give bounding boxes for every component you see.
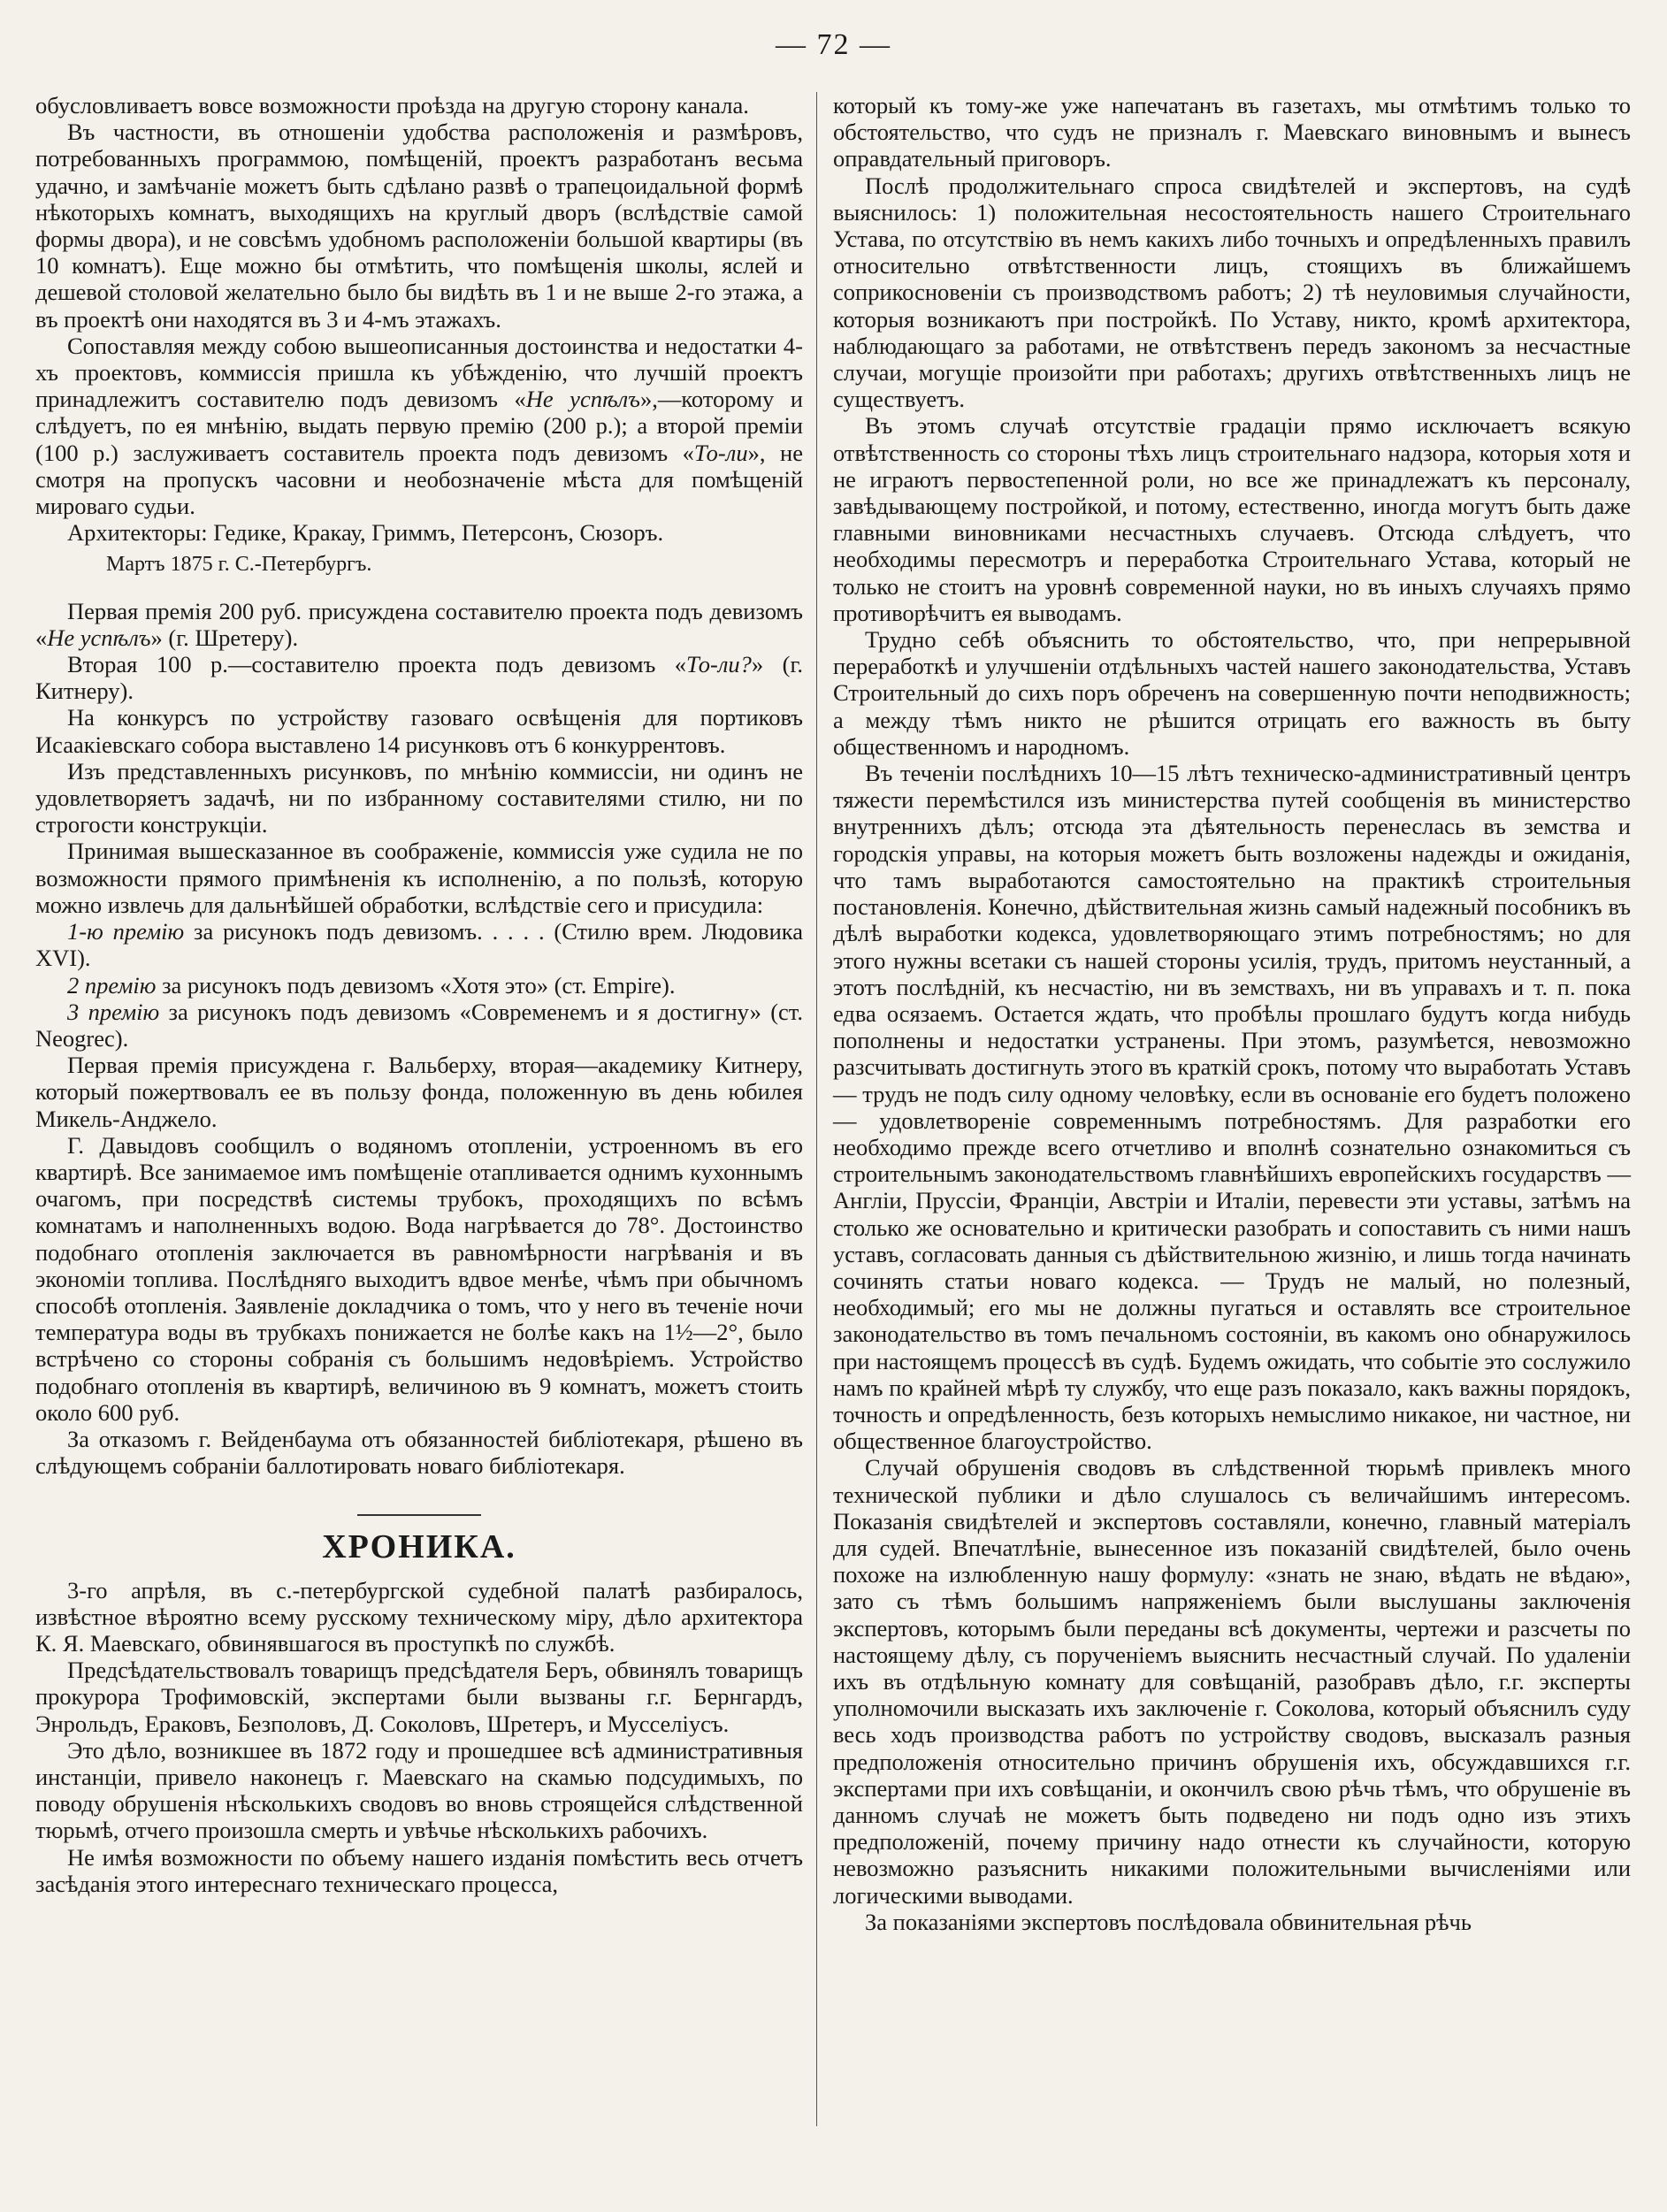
text-run: » (г. Китнеру). [35, 651, 803, 705]
paragraph: Это дѣло, возникшее въ 1872 году и прошедшее всѣ административныя инстанціи, привело наконецъ г. Маевскаго на скамью подсудимыхъ, по поводу обрушенія нѣсколькихъ сводовъ во вновь строящейся слѣдственной тюрьмѣ, отчего произошла смерть и увѣчье нѣсколькихъ рабочихъ. [35, 1736, 803, 1844]
column-rule [816, 92, 817, 2126]
motto: То-ли? [686, 651, 752, 678]
paragraph: Первая премія присуждена г. Вальберху, вторая—академику Китнеру, который пожертвовалъ ее въ пользу фонда, положенную въ день юбилея Микель-Анджело. [35, 1052, 803, 1132]
text-run: Первая премія 200 руб. присуждена составителю проекта подъ девизомъ « [35, 597, 803, 651]
text-run: за рисунокъ подъ девизомъ «Современемъ и я достигну» (ст. Neogrec). [35, 998, 803, 1052]
paragraph [35, 333, 803, 519]
signature: Мартъ 1875 г. С.-Петербургъ. [106, 553, 372, 577]
paragraph [35, 598, 803, 651]
paragraph: 3-го апрѣля, въ с.-петербургской судебной палатѣ разбиралось, извѣстное вѣроятно всему русскому техническому міру, дѣло архитектора К. Я. Маевскаго, обвинявшагося въ проступкѣ по службѣ. [35, 1576, 803, 1657]
paragraph: Принимая вышесказанное въ соображеніе, коммиссія уже судила не по возможности прямого примѣненія къ исполненію, а по пользѣ, которую можно извлечь для дальнѣйшей обработки, вслѣдствіе сего и присудила: [35, 838, 803, 918]
text-run: за рисунокъ подъ девизомъ «Хотя это» (ст. Empire). [156, 971, 676, 999]
paragraph: Послѣ продолжительнаго спроса свидѣтелей и экспертовъ, на судѣ выяснилось: 1) положительная несостоятельность нашего Строительнаго Устава, по отсутствію въ немъ какихъ либо точныхъ и опредѣленныхъ правилъ относительно отвѣтственности лицъ, стоящихъ въ ближайшемъ соприкосновеніи съ производствомъ работъ; 2) тѣ неуловимыя случайности, которыя возникаютъ при постройкѣ. По Уставу, никто, кромѣ архитектора, наблюдающаго за работами, не отвѣтственъ передъ закономъ за несчастные случаи, могущіе произойти при работахъ; другихъ отвѣтственныхъ лицъ не существуетъ. [833, 172, 1631, 413]
paragraph: Трудно себѣ объяснить то обстоятельство, что, при непрерывной переработкѣ и улучшеніи отдѣльныхъ частей нашего законодательства, Уставъ Строительный до сихъ поръ обреченъ на совершенную почти неподвижность; а между тѣмъ никто не рѣшится отрицать его важность въ быту общественномъ и народномъ. [833, 626, 1631, 760]
paragraph [35, 999, 803, 1052]
text-run: »,—которому и слѣдуетъ, по ея мнѣнію, выдать первую премію (200 р.); а второй преміи (100 р.) заслуживаетъ составитель проекта подъ девизомъ « [35, 386, 803, 466]
motto: Не успѣлъ [525, 386, 640, 413]
section-title: ХРОНИКА. [322, 1528, 516, 1566]
left-column [35, 92, 803, 1897]
paragraph: На конкурсъ по устройству газоваго освѣщенія для портиковъ Исаакіевскаго собора выставлено 14 рисунковъ отъ 6 конкуррентовъ. [35, 704, 803, 758]
paragraph: который къ тому-же уже напечатанъ въ газетахъ, мы отмѣтимъ только то обстоятельство, что судъ не призналъ г. Маевскаго виновнымъ и вынесъ оправдательный приговоръ. [833, 92, 1631, 172]
text-run: Сопоставляя между собою вышеописанныя достоинства и недостатки 4-хъ проектовъ, коммиссія пришла къ убѣжденію, что лучшій проектъ принадлежитъ составителю подъ девизомъ « [35, 332, 803, 413]
paragraph: Въ теченіи послѣднихъ 10—15 лѣтъ техническо-административный центръ тяжести перемѣстился изъ министерства путей сообщенія въ министерство внутреннихъ дѣлъ; отсюда эта дѣятельность перенеслась въ земства и городскія управы, на которыя можетъ быть возложены надежды и ожиданія, что тамъ выработаются самостоятельно на практикѣ строительныя постановленія. Конечно, дѣйствительная жизнь самый надежный пособникъ въ дѣлѣ выработки кодекса, удовлетворяющаго этимъ потребностямъ; но для этого нужны всетаки съ нашей стороны усилія, трудъ, притомъ неустанный, а этотъ послѣдній, къ несчастію, ни въ земствахъ, ни въ управахъ и т. п. пока едва осязаемъ. Остается ждать, что пробѣлы прошлаго будутъ когда нибудь пополнены и недостатки устранены. При этомъ, разумѣется, невозможно разсчитывать достигнуть этого въ краткій срокъ, потому что выработать Уставъ — трудъ не подъ силу одному человѣку, если въ основаніе его будетъ положено — удовлетвореніе современнымъ потребностямъ. Для разработки его необходимо прежде всего отчетливо и вполнѣ сознательно ознакомиться съ строительнымъ законодательствомъ главнѣйшихъ европейскихъ государствъ — Англіи, Пруссіи, Франціи, Австріи и Италіи, перевести эти уставы, затѣмъ на столько же основательно и критически разобрать и сопоставить съ ними нашъ уставъ, согласовать данныя съ дѣйствительною жизнію, и лишь тогда начинать сочинять статьи новаго кодекса. — Трудъ не малый, но полезный, необходимый; его мы не должны пугаться и оставлять все строительное законодательство въ томъ печальномъ состояніи, въ какомъ оно обнаружилось при настоящемъ процессѣ въ судѣ. Будемъ ожидать, что событіе это сослужило намъ по крайней мѣрѣ ту службу, что еще разъ показало, какъ важны порядокъ, точность и опредѣленность, безъ которыхъ немыслимо никакое, ни частное, ни общественное благоустройство. [833, 760, 1631, 1455]
paragraph: Предсѣдательствовалъ товарищъ предсѣдателя Беръ, обвинялъ товарищъ прокурора Трофимовскій, экспертами были вызваны г.г. Бернгардъ, Энрольдъ, Ераковъ, Безполовъ, Д. Соколовъ, Шретеръ, и Мусселіусъ. [35, 1657, 803, 1737]
paragraph: Г. Давыдовъ сообщилъ о водяномъ отопленіи, устроенномъ въ его квартирѣ. Все занимаемое имъ помѣщеніе отапливается однимъ кухоннымъ очагомъ, при посредствѣ системы трубокъ, проходящихъ по всѣмъ комнатамъ и наполненныхъ водою. Вода нагрѣвается до 78°. Достоинство подобнаго отопленія заключается въ равномѣрности нагрѣванія и въ экономіи топлива. Послѣдняго выходитъ вдвое менѣе, чѣмъ при обычномъ способѣ отопленія. Заявленіе докладчика о томъ, что у него въ теченіе ночи температура воды въ трубкахъ понижается не болѣе какъ на 1½—2°, было встрѣчено со стороны собранія съ большимъ недовѣріемъ. Устройство подобнаго отопленія въ квартирѣ, величиною въ 9 комнатъ, можетъ стоить около 600 руб. [35, 1131, 803, 1426]
paragraph [35, 972, 803, 999]
paragraph: обусловливаетъ вовсе возможности проѣзда на другую сторону канала. [35, 92, 749, 119]
paragraph: За показаніями экспертовъ послѣдовала обвинительная рѣчь [865, 1908, 1472, 1935]
motto: Не успѣлъ [47, 624, 151, 651]
paragraph: Въ частности, въ отношеніи удобства расположенія и размѣровъ, потребованныхъ программою, помѣщеній, проектъ разработанъ весьма удачно, и замѣчаніе можетъ быть сдѣлано развѣ о трапецоидальной формѣ нѣкоторыхъ комнатъ, выходящихъ на круглый дворъ (вслѣдствіе самой формы двора), и не совсѣмъ удобномъ расположеніи большой квартиры (въ 10 комнатъ). Еще можно бы отмѣтить, что помѣщенія школы, яслей и дешевой столовой желательно было бы видѣть въ 1 и не выше 2-го этажа, а въ проектѣ они находятся въ 3 и 4-мъ этажахъ. [35, 119, 803, 333]
paragraph: Архитекторы: Гедике, Кракау, Гриммъ, Петерсонъ, Сюзоръ. [67, 519, 664, 547]
paragraph [35, 918, 803, 971]
paragraph: Не имѣя возможности по объему нашего изданія помѣстить весь отчетъ засѣданія этого интереснаго техническаго процесса, [35, 1843, 803, 1897]
paragraph [35, 651, 803, 704]
prize-label: 2 премію [67, 971, 157, 999]
text-run: », не смотря на пропускъ часовни и необозначеніе мѣста для помѣщеній мироваго судьи. [35, 439, 803, 520]
prize-label: 3 премію [67, 998, 160, 1025]
text-run: Вторая 100 р.—составителю проекта подъ девизомъ « [67, 651, 686, 678]
paragraph: Случай обрушенія сводовъ въ слѣдственной тюрьмѣ привлекъ много технической публики и дѣло слушалось съ величайшимъ интересомъ. Показанія свидѣтелей и экспертовъ составляли, конечно, главный матеріалъ для судей. Впечатлѣніе, вынесенное изъ показаній свидѣтелей, было очень похоже на излюбленную нашу формулу: «знать не знаю, вѣдать не вѣдаю», зато съ тѣмъ большимъ напряженіемъ были выслушаны заключенія экспертовъ, которымъ были переданы всѣ документы, чертежи и разсчеты по настоящему дѣлу, съ порученіемъ выяснить несчастный случай. По удаленіи ихъ въ отдѣльную комнату для совѣщаній, разобравъ дѣло, г.г. эксперты уполномочили высказать ихъ заключеніе г. Соколова, который объяснилъ суду весь ходъ производства работъ по устройству сводовъ, высказалъ разныя предположенія относительно причинъ обрушенія ихъ, обсуждавшихся г.г. экспертами при ихъ совѣщаніи, и окончилъ свою рѣчь тѣмъ, что обрушеніе въ данномъ случаѣ не можетъ быть подведено ни подъ одно изъ этихъ предположеній, почему причину надо отнести къ случайности, которую невозможно разъяснить никакими положительными вычисленіями или логическими выводами. [833, 1454, 1631, 1909]
paragraph: Изъ представленныхъ рисунковъ, по мнѣнію коммиссіи, ни одинъ не удовлетворяетъ задачѣ, ни по избранному составителями стилю, ни по строгости конструкціи. [35, 757, 803, 838]
text-run: » (г. Шретеру). [150, 624, 299, 651]
paragraph: За отказомъ г. Вейденбаума отъ обязанностей библіотекаря, рѣшено въ слѣдующемъ собраніи баллотировать новаго библіотекаря. [35, 1425, 803, 1480]
motto: То-ли [693, 439, 748, 466]
prize-label: 1-ю премію [67, 918, 185, 945]
right-column [833, 92, 1631, 1935]
text-run: за рисунокъ подъ девизомъ. . . . . (Стилю врем. Людовика XVI). [35, 918, 803, 972]
section-divider [357, 1514, 481, 1516]
paragraph: Въ этомъ случаѣ отсутствіе градаціи прямо исключаетъ всякую отвѣтственность со стороны тѣхъ лицъ строительнаго надзора, которыя хотя и не играютъ первостепенной роли, но все же принадлежатъ къ персоналу, завѣдывающему постройкой, и потому, естественно, иногда могутъ быть даже главными виновниками несчастныхъ случаевъ. Отсюда слѣдуетъ, что необходимы пересмотръ и переработка Строительнаго Устава, который не только не стоитъ на уровнѣ современной науки, но въ иныхъ случаяхъ прямо противорѣчитъ ея выводамъ. [833, 412, 1631, 626]
page-number: — 72 — [776, 28, 891, 61]
